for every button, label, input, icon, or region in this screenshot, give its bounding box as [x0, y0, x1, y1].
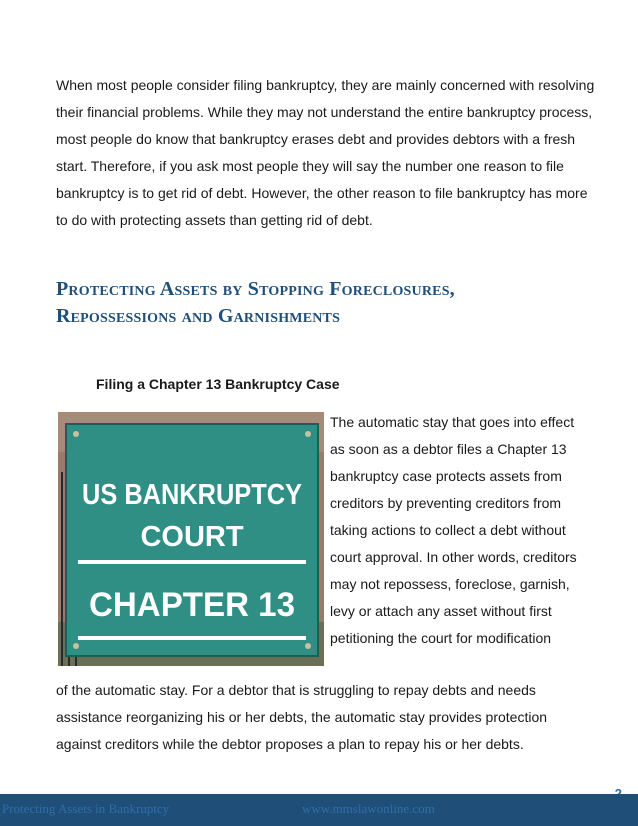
body-paragraph-continued: of the automatic stay. For a debtor that is struggling to repay debts and needs assistance reorganizing his or her debts, the automatic stay provides protection against creditors while the debtor proposes a plan to repay his or her debts.	[56, 682, 548, 752]
subsection-heading: Filing a Chapter 13 Bankruptcy Case	[96, 376, 340, 392]
body-paragraph-wrapped: The automatic stay that goes into effect as soon as a debtor files a Chapter 13 bankruptcy case protects assets from creditors by preventing creditors from taking actions to collect a debt without court approval. In other words, creditors may not repossess, foreclose, garnish, levy or attach any asset without first petitioning the court for modification	[330, 414, 577, 646]
court-sign-photo	[58, 412, 324, 666]
intro-paragraph: When most people consider filing bankruptcy, they are mainly concerned with resolving their financial problems. While they may not understand the entire bankruptcy process, most people do know that bankruptcy erases debt and provides debtors with a fresh start. Therefore, if you ask most people they will say the number one reason to file bankruptcy is to get rid of debt. However, the other reason to file bankruptcy has more to do with protecting assets than getting rid of debt.	[56, 77, 595, 228]
sign-line-1: US BANKRUPTCY	[82, 479, 302, 511]
sign-line-2: COURT	[140, 521, 244, 553]
court-sign-image	[58, 412, 324, 666]
sign-line-3: CHAPTER 13	[89, 586, 295, 624]
section-heading: Protecting Assets by Stopping Foreclosures, Repossessions and Garnishments	[56, 278, 455, 327]
footer-website: www.mmslawonline.com	[302, 801, 435, 816]
footer-title: Protecting Assets in Bankruptcy	[2, 801, 170, 816]
